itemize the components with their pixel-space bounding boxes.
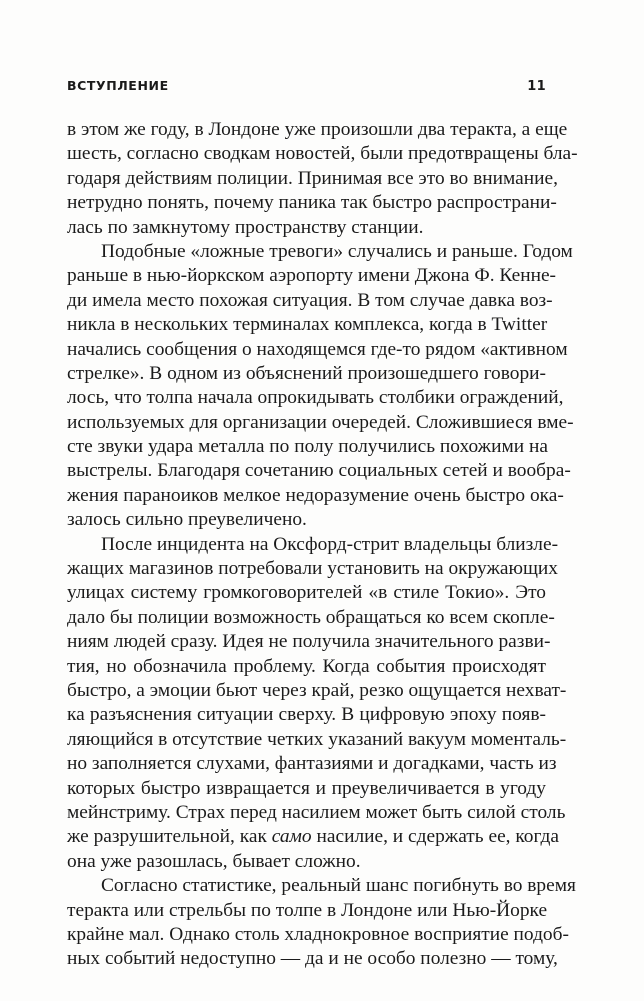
text-line: в этом же году, в Лондоне уже произошли два теракта, а еще (67, 119, 568, 140)
text-line: стрелке». В одном из объяснений произошедшего говори- (67, 362, 546, 384)
text-line: крайне мал. Однако столь хладнокровное восприятие подоб- (67, 923, 569, 945)
text-line: раньше в нью-йоркском аэропорту имени Джона Ф. Кенне- (67, 265, 557, 287)
text-line: но заполняется слухами, фантазиями и догадками, часть из (67, 753, 557, 775)
text-line: Согласно статистике, реальный шанс погибнуть во время (101, 875, 576, 897)
text-line-with-emphasis (67, 825, 559, 849)
page-number: 11 (527, 79, 546, 94)
emphasis-after: насилие, и сдержать ее, когда (311, 826, 559, 848)
text-line: годаря действиям полиции. Принимая все это во внимание, (67, 167, 558, 189)
emphasis-before: же разрушительной, как (67, 826, 272, 848)
text-line: сте звуки удара металла по полу получились похожими на (67, 436, 548, 458)
text-line: выстрелы. Благодаря сочетанию социальных сетей и вообра- (67, 460, 571, 482)
text-line: нетрудно понять, почему паника так быстро распространи- (67, 192, 557, 214)
running-header (67, 78, 546, 98)
text-line: залось сильно преувеличено. (67, 509, 307, 531)
body-text (67, 118, 578, 972)
text-line: лось, что толпа начала опрокидывать столбики ограждений, (67, 387, 564, 409)
text-line: лась по замкнутому пространству станции. (67, 216, 424, 238)
text-line: жения параноиков мелкое недоразумение очень быстро ока- (67, 484, 564, 506)
text-line: используемых для организации очередей. Сложившиеся вме- (67, 411, 574, 433)
text-line: она уже разошлась, бывает сложно. (67, 850, 361, 872)
paragraph-4 (67, 874, 576, 972)
paragraph-1 (67, 118, 578, 240)
paragraph-2 (67, 240, 574, 533)
text-line: жащих магазинов потребовали установить на окружающих (67, 558, 558, 580)
text-line: ниям людей сразу. Идея не получила значительного разви- (67, 631, 551, 653)
text-line: дало бы полиции возможность обращаться ко всем скопле- (67, 606, 555, 628)
text-line: ди имела место похожая ситуация. В том случае давка воз- (67, 289, 553, 311)
text-line: быстро, а эмоции бьют через край, резко ощущается нехват- (67, 679, 567, 701)
text-line: Подобные «ложные тревоги» случались и раньше. Годом (101, 240, 573, 262)
text-line: тия, но обозначила проблему. Когда события происходят (67, 655, 546, 677)
text-line: которых быстро извращается и преувеличивается в угоду (67, 777, 546, 799)
text-line: мейнстриму. Страх перед насилием может быть силой столь (67, 801, 566, 823)
text-line: никла в нескольких терминалах комплекса, когда в Twitter (67, 314, 548, 336)
text-line: ных событий недоступно — да и не особо полезно — тому, (67, 948, 558, 970)
text-line: улицах систему громкоговорителей «в стиле Токио». Это (67, 582, 546, 604)
section-title: ВСТУПЛЕНИЕ (67, 78, 169, 93)
emphasis-word: само (271, 826, 312, 848)
text-line: начались сообщения о находящемся где-то рядом «активном (67, 338, 568, 360)
text-line: ка разъяснения ситуации сверху. В цифровую эпоху появ- (67, 704, 546, 726)
paragraph-3 (67, 533, 567, 874)
text-line: теракта или стрельбы по толпе в Лондоне или Нью-Йорке (67, 899, 548, 921)
text-line: ляющийся в отсутствие четких указаний вакуум моменталь- (67, 728, 567, 750)
text-line: шесть, согласно сводкам новостей, были предотвращены бла- (67, 143, 578, 165)
text-line: После инцидента на Оксфорд-стрит владельцы близле- (101, 533, 559, 555)
